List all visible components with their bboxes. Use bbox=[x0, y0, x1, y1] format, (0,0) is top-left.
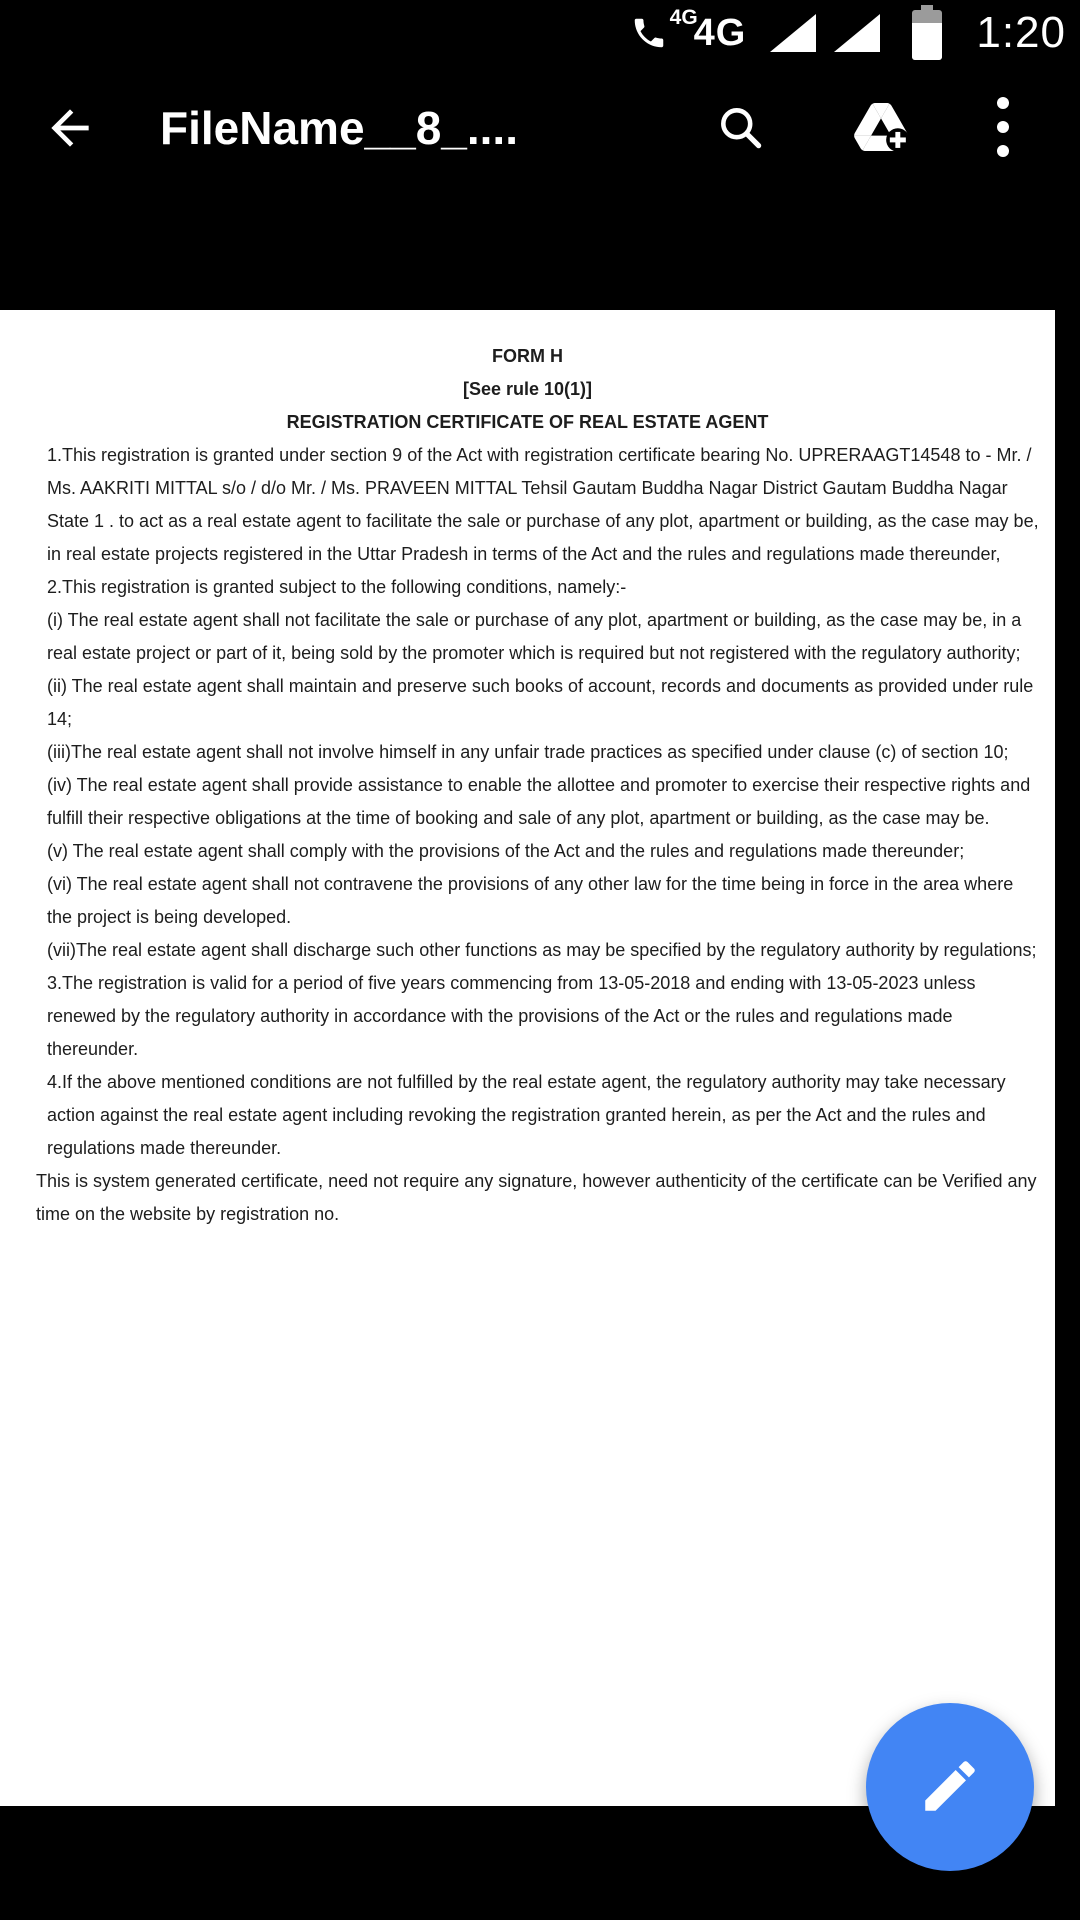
doc-paragraph: 4.If the above mentioned conditions are not fulfilled by the real estate agent, the regulatory authority may take necessary action against the real estate agent including revoking the registration granted herein, as per the Act and the rules and regulations made thereunder. bbox=[47, 1072, 1006, 1158]
file-title: FileName__8_.... bbox=[160, 102, 518, 154]
document-page[interactable] bbox=[0, 310, 1055, 1806]
volte-phone-icon bbox=[630, 6, 698, 52]
doc-heading-form: FORM H bbox=[492, 346, 563, 366]
doc-footer-note: This is system generated certificate, need not require any signature, however authenticity of the certificate can be Verified any time on the website by registration no. bbox=[36, 1171, 1037, 1224]
phone-4g-badge: 4G bbox=[669, 6, 698, 29]
doc-paragraph: 2.This registration is granted subject to the following conditions, namely:- bbox=[47, 577, 627, 597]
doc-paragraph: (v) The real estate agent shall comply with the provisions of the Act and the rules and regulations made thereunder; bbox=[47, 841, 965, 861]
search-icon bbox=[714, 101, 766, 156]
doc-paragraph: (vi) The real estate agent shall not contravene the provisions of any other law for the time being in force in the area where the project is being developed. bbox=[47, 874, 1014, 927]
signal-strength-icon-2 bbox=[834, 14, 880, 52]
back-button[interactable] bbox=[42, 100, 98, 156]
doc-heading-rule: [See rule 10(1)] bbox=[462, 379, 593, 399]
status-time: 1:20 bbox=[976, 8, 1066, 57]
edit-fab-button[interactable] bbox=[866, 1703, 1034, 1871]
signal-strength-icon bbox=[770, 14, 816, 52]
add-to-drive-icon bbox=[854, 103, 908, 154]
arrow-back-icon bbox=[42, 144, 98, 159]
pencil-icon bbox=[917, 1753, 983, 1822]
doc-paragraph: (ii) The real estate agent shall maintain and preserve such books of account, records and documents as provided under rule 14; bbox=[47, 676, 1034, 729]
doc-body bbox=[0, 439, 1055, 1231]
more-vert-icon bbox=[996, 96, 1010, 161]
doc-paragraph: 1.This registration is granted under section 9 of the Act with registration certificate bearing No. UPRERAAGT14548 to - Mr. / Ms. AAKRITI MITTAL s/o / d/o Mr. / Ms. PRAVEEN MITTAL Tehsil Gautam Buddha Nagar District Gautam Buddha Nagar State 1 . to act as a real estate agent to facilitate the sale or purchase of any plot, apartment or building, as the case may be, in real estate projects registered in the Uttar Pradesh in terms of the Act and the rules and regulations made thereunder, bbox=[47, 445, 1039, 564]
status-bar bbox=[0, 0, 1080, 66]
network-type-label: 4G bbox=[693, 11, 747, 54]
doc-paragraph: (vii)The real estate agent shall discharge such other functions as may be specified by the regulatory authority by regulations; bbox=[47, 940, 1037, 960]
doc-paragraph: (i) The real estate agent shall not facilitate the sale or purchase of any plot, apartment or building, as the case may be, in a real estate project or part of it, being sold by the promoter which is required but not registered with the regulatory authority; bbox=[47, 610, 1022, 663]
battery-icon bbox=[910, 5, 944, 61]
doc-paragraph: (iv) The real estate agent shall provide assistance to enable the allottee and promoter to exercise their respective rights and fulfill their respective obligations at the time of booking and sale of any plot, apartment or building, as the case may be. bbox=[47, 775, 1031, 828]
doc-paragraph: (iii)The real estate agent shall not involve himself in any unfair trade practices as specified under clause (c) of section 10; bbox=[47, 742, 1009, 762]
overflow-menu-button[interactable] bbox=[996, 96, 1010, 161]
doc-paragraph: 3.The registration is valid for a period of five years commencing from 13-05-2018 and ending with 13-05-2023 unless renewed by the regulatory authority in accordance with the provisions of the Act or the rules and regulations made thereunder. bbox=[47, 973, 976, 1059]
doc-heading-title: REGISTRATION CERTIFICATE OF REAL ESTATE AGENT bbox=[286, 412, 769, 432]
add-to-drive-button[interactable] bbox=[854, 103, 908, 154]
app-bar bbox=[0, 66, 1080, 190]
search-button[interactable] bbox=[714, 101, 766, 156]
